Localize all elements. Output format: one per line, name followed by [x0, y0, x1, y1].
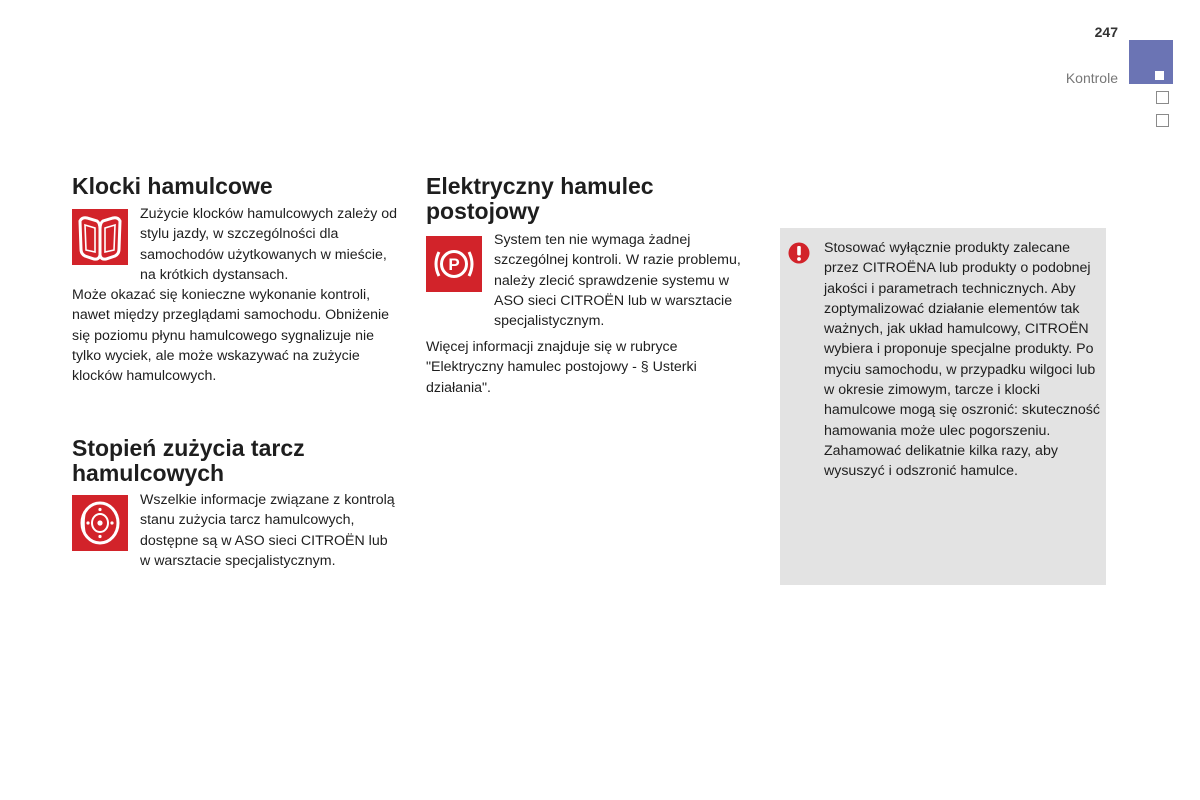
brake-discs-heading: Stopień zużycia tarcz hamulcowych	[72, 435, 305, 486]
section-title: Kontrole	[1065, 70, 1118, 86]
brake-pads-intro: Zużycie klocków hamulcowych zależy od stylu jazdy, w szczególności dla samochodów użytkowanych w mieście, na krótkich dystansach.	[140, 206, 398, 283]
parking-brake-intro: System ten nie wymaga żadnej szczególnej kontroli. W razie problemu, należy zlecić sprawdzenie systemu w ASO sieci CITROËN lub w warsztacie specjalistycznym.	[494, 232, 741, 330]
chapter-box-icon[interactable]	[1156, 91, 1169, 104]
brake-pads-body: Może okazać się konieczne wykonanie kontroli, nawet między przeglądami samochodu. Obniżenie się poziomu płynu hamulcowego sygnalizuje nie tylko wyciek, ale może wskazywać na zużycie klocków hamulcowych.	[72, 287, 390, 385]
chapter-box-icon[interactable]	[1156, 114, 1169, 127]
parking-brake-heading: Elektryczny hamulec postojowy	[426, 173, 654, 224]
brake-pads-heading: Klocki hamulcowe	[72, 173, 273, 199]
brake-pads-icon	[72, 209, 128, 265]
brake-disc-icon	[72, 495, 128, 551]
chapter-tab-marker	[1155, 71, 1164, 80]
parking-brake-icon	[426, 236, 482, 292]
parking-brake-more-info: Więcej informacji znajduje się w rubryce "Elektryczny hamulec postojowy - § Usterki działania".	[426, 339, 697, 396]
warning-icon	[788, 242, 810, 264]
page-number: 247	[1094, 24, 1118, 40]
svg-text:P: P	[448, 255, 460, 274]
brake-discs-body: Wszelkie informacje związane z kontrolą stanu zużycia tarcz hamulcowych, dostępne są w ASO sieci CITROËN lub w warsztacie specjalistycznym.	[140, 492, 395, 569]
warning-text: Stosować wyłącznie produkty zalecane przez CITROËNA lub produkty o podobnej jakości i parametrach technicznych. Aby zoptymalizować działanie elementów tak ważnych, jak układ hamulcowy, CITROËN wybiera i proponuje specjalne produkty. Po myciu samochodu, w przypadku wilgoci lub w okresie zimowym, tarcze i klocki hamulcowe mogą się oszronić: skuteczność hamowania może ulec pogorszeniu. Zahamować delikatnie kilka razy, aby wysuszyć i odszronić hamulce.	[824, 240, 1100, 480]
chapter-tab[interactable]	[1129, 40, 1173, 84]
